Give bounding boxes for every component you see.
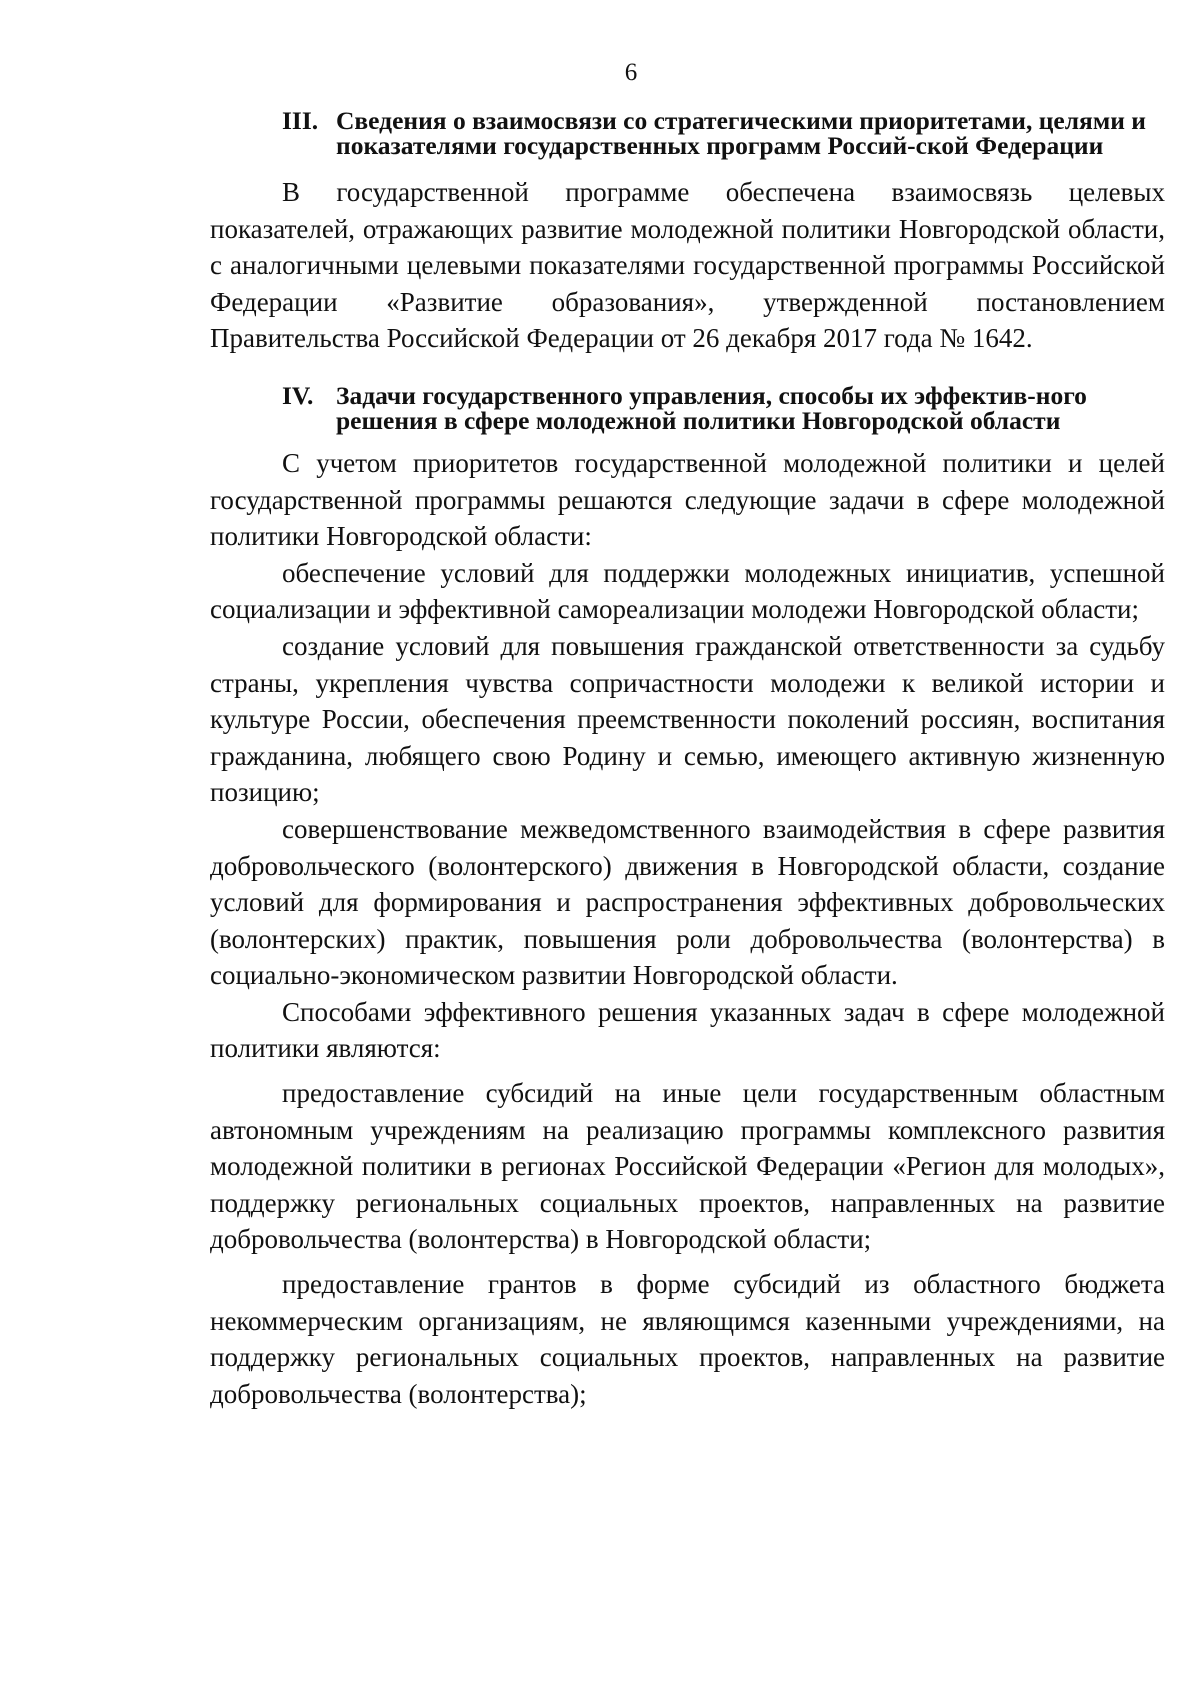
section-3-number: III. [282, 106, 319, 135]
section-3-heading [282, 108, 1165, 158]
section-4-task-1: обеспечение условий для поддержки молодежных инициатив, успешной социализации и эффективной самореализации молодежи Новгородской области; [210, 557, 1165, 625]
section-4-method-1: предоставление субсидий на иные цели государственным областным автономным учреждениям на реализацию программы комплексного развития молодежной политики в регионах Российской Федерации «Регион для молодых», поддержку региональных социальных проектов, направленных на развитие добровольчества (волонтерства) в Новгородской области; [210, 1078, 1165, 1255]
section-4-methods-intro: Способами эффективного решения указанных задач в сфере молодежной политики являются: [210, 996, 1165, 1064]
section-4-task-3: совершенствование межведомственного взаимодействия в сфере развития добровольческого (волонтерского) движения в Новгородской области, создание условий для формирования и распространения эффективных добровольческих (волонтерских) практик, повышения роли добровольчества (волонтерства) в социально-экономическом развитии Новгородской области. [210, 813, 1165, 991]
section-4-title: Задачи государственного управления, способы их эффектив-ного решения в сфере молодежной политики Новгородской области [336, 380, 1087, 435]
section-4-heading [282, 380, 1165, 435]
section-4-task-2: создание условий для повышения гражданской ответственности за судьбу страны, укрепления чувства сопричастности молодежи к великой истории и культуре России, обеспечения преемственности поколений россиян, воспитания гражданина, любящего свою Родину и семью, имеющего активную жизненную позицию; [210, 630, 1165, 808]
page-number: 6 [624, 59, 638, 86]
document-body [210, 108, 1165, 1412]
section-3-paragraph: В государственной программе обеспечена взаимосвязь целевых показателей, отражающих развитие молодежной политики Новгородской области, с аналогичными целевыми показателями государственной программы Российской Федерации «Развитие образования», утвержденной постановлением Правительства Российской Федерации от 26 декабря 2017 года № 1642. [210, 177, 1165, 354]
section-3-title: Сведения о взаимосвязи со стратегическими приоритетами, целями и показателями государственных программ Россий-ской Федерации [336, 106, 1146, 160]
section-4-paragraph-intro: С учетом приоритетов государственной молодежной политики и целей государственной программы решаются следующие задачи в сфере молодежной политики Новгородской области: [210, 447, 1165, 552]
section-4-number: IV. [282, 380, 314, 410]
section-4-method-2: предоставление грантов в форме субсидий из областного бюджета некоммерческим организациям, не являющимся казенными учреждениями, на поддержку региональных социальных проектов, направленных на развитие добровольчества (волонтерства); [210, 1269, 1165, 1409]
